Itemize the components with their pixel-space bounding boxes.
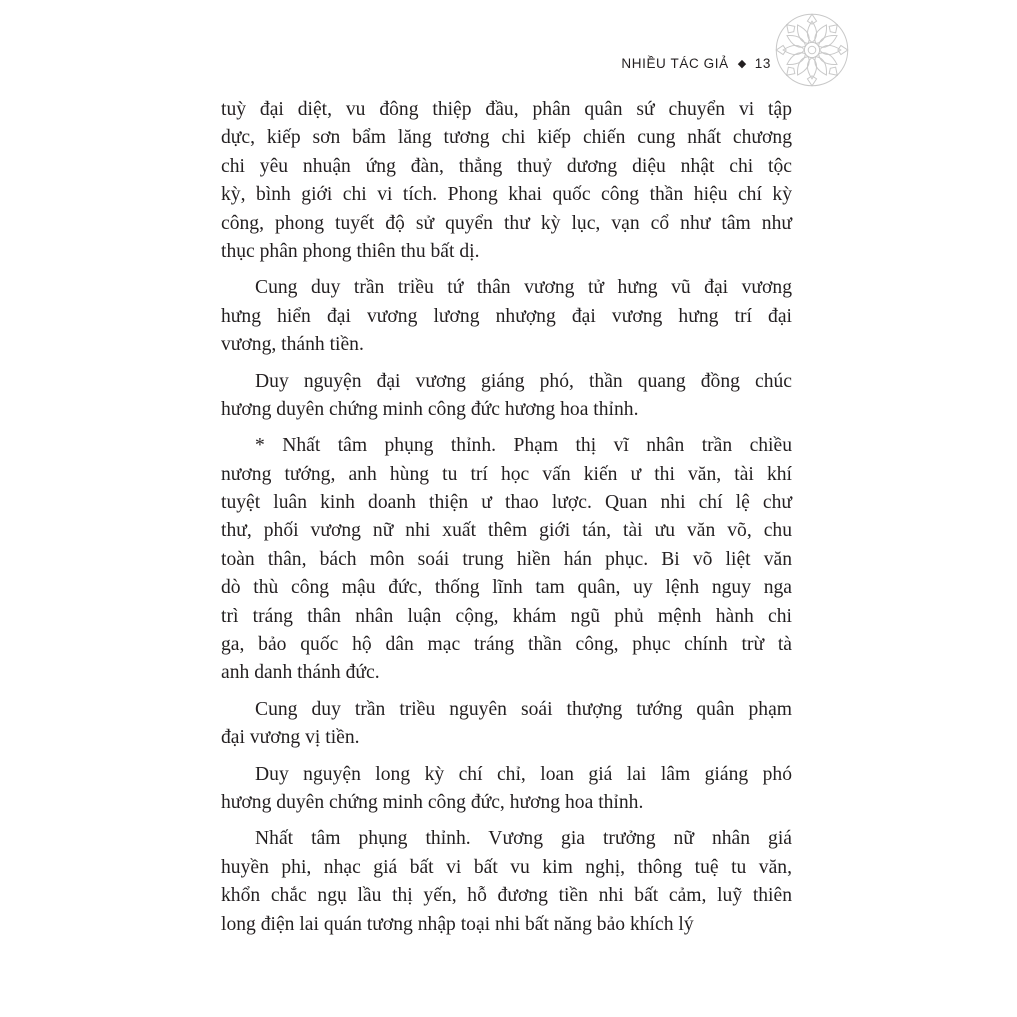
- text-line: dực, kiếp sơn bẩm lăng tương chi kiếp chiến cung nhất chương: [221, 127, 792, 149]
- paragraph-gap: [221, 266, 792, 274]
- text-line: thục phân phong thiên thu bất dị.: [221, 240, 480, 262]
- text-line: Duy nguyện long kỳ chí chỉ, loan giá lai lâm giáng phó: [255, 763, 792, 785]
- text-line: tuỳ đại diệt, vu đông thiệp đầu, phân quân sứ chuyển vi tập: [221, 99, 792, 120]
- text-line: ga, bảo quốc hộ dân mạc tráng thần công, phục chính trừ tà: [221, 634, 792, 656]
- page-number: 13: [754, 56, 771, 71]
- text-line: Duy nguyện đại vương giáng phó, thần quang đồng chúc: [255, 370, 792, 392]
- text-line: anh danh thánh đức.: [221, 662, 380, 684]
- text-line: hương duyên chứng minh công đức hương hoa thỉnh.: [221, 398, 639, 420]
- paragraph: [221, 696, 792, 753]
- text-line: Cung duy trần triều tứ thân vương tử hưng vũ đại vương: [255, 277, 792, 299]
- text-line: dò thù công mậu đức, thống lĩnh tam quân, uy lệnh nguy nga: [221, 577, 792, 599]
- paragraph: [221, 825, 792, 939]
- running-head: [621, 56, 771, 71]
- paragraph-gap: [221, 753, 792, 761]
- text-line: toàn thân, bách môn soái trung hiền hán phục. Bi võ liệt văn: [221, 548, 792, 570]
- text-line: khổn chắc ngụ lầu thị yến, hỗ đương tiền nhi bất cảm, luỹ thiên: [221, 885, 792, 907]
- paragraph: [221, 761, 792, 818]
- text-line: Nhất tâm phụng thỉnh. Vương gia trưởng nữ nhân giá: [255, 828, 792, 850]
- paragraph: [221, 96, 792, 266]
- paragraph-gap: [221, 360, 792, 368]
- text-line: hưng hiển đại vương lương nhượng đại vương hưng trí đại: [221, 305, 792, 327]
- paragraph: [221, 274, 792, 359]
- text-line: chi yêu nhuận ứng đàn, thẳng thuỷ dương diệu nhật chi tộc: [221, 155, 792, 177]
- body-text: [221, 96, 792, 939]
- diamond-separator-icon: ◆: [737, 58, 747, 70]
- paragraph: [221, 368, 792, 425]
- paragraph-gap: [221, 424, 792, 432]
- text-line: kỳ, bình giới chi vi tích. Phong khai quốc công thần hiệu chí kỳ: [221, 184, 792, 206]
- text-line: vương, thánh tiền.: [221, 334, 364, 356]
- text-line: Cung duy trần triều nguyên soái thượng tướng quân phạm: [255, 698, 792, 720]
- text-line: công, phong tuyết độ sử quyển thư kỳ lục, vạn cổ như tâm như: [221, 212, 792, 234]
- text-line: thư, phối vương nữ nhi xuất thêm giới tán, tài ưu văn võ, chu: [221, 520, 792, 542]
- text-line: đại vương vị tiền.: [221, 727, 360, 749]
- text-line: tuyệt luân kinh doanh thiện ư thao lược. Quan nhi chí lệ chư: [221, 492, 792, 514]
- paragraph: [221, 432, 792, 688]
- author-name: NHIỀU TÁC GIẢ: [621, 56, 729, 71]
- lotus-rosette-ornament-icon: [774, 12, 850, 88]
- text-line: huyền phi, nhạc giá bất vi bất vu kim nghị, thông tuệ tu văn,: [221, 856, 792, 878]
- text-line: * Nhất tâm phụng thỉnh. Phạm thị vĩ nhân trần chiều: [255, 435, 792, 457]
- paragraph-gap: [221, 688, 792, 696]
- text-line: hương duyên chứng minh công đức, hương hoa thỉnh.: [221, 791, 644, 813]
- text-line: trì tráng thân nhân luận cộng, khám ngũ phủ mệnh hành chi: [221, 605, 792, 627]
- text-line: long điện lai quán tương nhập toại nhi bất năng bảo khích lý: [221, 913, 694, 935]
- paragraph-gap: [221, 817, 792, 825]
- text-line: nương tướng, anh hùng tu trí học vấn kiến ư thi văn, tài khí: [221, 463, 792, 485]
